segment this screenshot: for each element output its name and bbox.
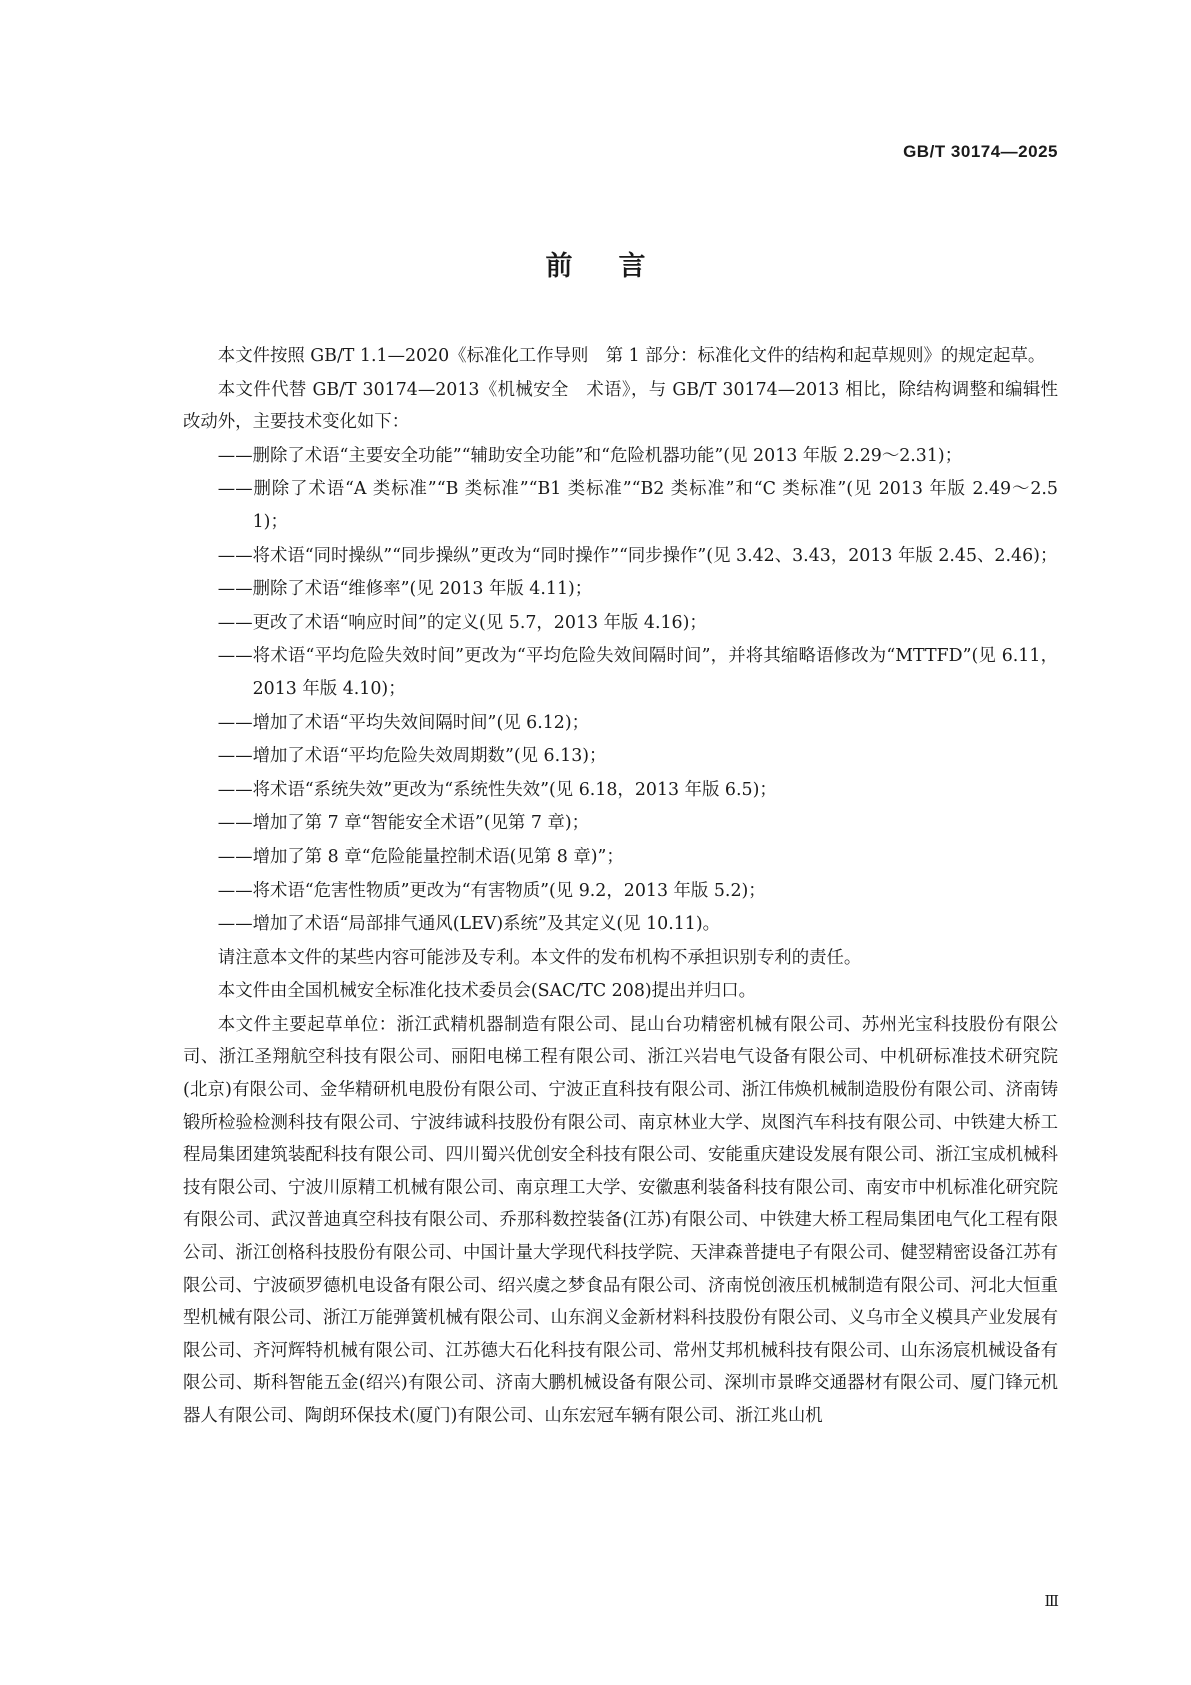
change-item: ——增加了术语“局部排气通风(LEV)系统”及其定义(见 10.11)。 bbox=[217, 914, 721, 935]
change-item: ——增加了第 7 章“智能安全术语”(见第 7 章)； bbox=[217, 813, 590, 834]
paragraph-drafting-rules: 本文件按照 GB/T 1.1—2020《标准化工作导则 第 1 部分：标准化文件的结构和起草规则》的规定起草。 bbox=[217, 346, 1046, 366]
change-item: ——增加了术语“平均危险失效周期数”(见 6.13)； bbox=[217, 746, 607, 767]
page-title: 前言 bbox=[545, 251, 692, 282]
change-item: ——增加了术语“平均失效间隔时间”(见 6.12)； bbox=[217, 712, 590, 733]
paragraph-drafting-units: 本文件主要起草单位：浙江武精机器制造有限公司、昆山台功精密机械有限公司、苏州光宝科技股份有限公司、浙江圣翔航空科技有限公司、丽阳电梯工程有限公司、浙江兴岩电气设备有限公司、中机研标准技术研究院(北京)有限公司、金华精研机电股份有限公司、宁波正直科技有限公司、浙江伟焕机械制造股份有限公司、济南铸锻所检验检测科技有限公司、宁波纬诚科技股份有限公司、南京林业大学、岚图汽车科技有限公司、中铁建大桥工程局集团建筑装配科技有限公司、四川蜀兴优创安全科技有限公司、安能重庆建设发展有限公司、浙江宝成机械科技有限公司、宁波川原精工机械有限公司、南京理工大学、安徽惠利装备科技有限公司、南安市中机标准化研究院有限公司、武汉普迪真空科技有限公司、乔那科数控装备(江苏)有限公司、中铁建大桥工程局集团电气化工程有限公司、浙江创格科技股份有限公司、中国计量大学现代科技学院、天津森普捷电子有限公司、健翌精密设备江苏有限公司、宁波硕罗德机电设备有限公司、绍兴虞之梦食品有限公司、济南悦创液压机械制造有限公司、河北大恒重型机械有限公司、浙江万能弹簧机械有限公司、山东润义金新材料科技股份有限公司、义乌市全义模具产业发展有限公司、齐河辉特机械有限公司、江苏德大石化科技有限公司、常州艾邦机械科技有限公司、山东汤宸机械设备有限公司、斯科智能五金(绍兴)有限公司、济南大鹏机械设备有限公司、深圳市景晔交通器材有限公司、厦门锋元机器人有限公司、陶朗环保技术(厦门)有限公司、山东宏冠车辆有限公司、浙江兆山机 bbox=[183, 1014, 1058, 1426]
change-item: ——删除了术语“A 类标准”“B 类标准”“B1 类标准”“B2 类标准”和“C 类标准”(见 2013 年版 2.49～2.51)； bbox=[217, 479, 1058, 532]
change-item: ——将术语“危害性物质”更改为“有害物质”(见 9.2，2013 年版 5.2)； bbox=[217, 880, 766, 901]
change-item: ——增加了第 8 章“危险能量控制术语(见第 8 章)”； bbox=[217, 846, 624, 867]
change-item: ——更改了术语“响应时间”的定义(见 5.7，2013 年版 4.16)； bbox=[217, 612, 707, 633]
document-body bbox=[183, 340, 1058, 1434]
change-item: ——将术语“平均危险失效时间”更改为“平均危险失效间隔时间”，并将其缩略语修改为“MTTFD”(见 6.11，2013 年版 4.10)； bbox=[217, 646, 1058, 699]
change-item: ——删除了术语“主要安全功能”“辅助安全功能”和“危险机器功能”(见 2013 年版 2.29～2.31)； bbox=[217, 445, 963, 466]
change-item: ——将术语“同时操纵”“同步操纵”更改为“同时操作”“同步操作”(见 3.42、3.43，2013 年版 2.45、2.46)； bbox=[217, 545, 1058, 566]
standard-number: GB/T 30174—2025 bbox=[903, 142, 1058, 161]
change-item: ——将术语“系统失效”更改为“系统性失效”(见 6.18，2013 年版 6.5)； bbox=[217, 779, 777, 800]
paragraph-proposer: 本文件由全国机械安全标准化技术委员会(SAC/TC 208)提出并归口。 bbox=[217, 981, 757, 1002]
page-number: Ⅲ bbox=[1044, 1592, 1059, 1610]
change-item: ——删除了术语“维修率”(见 2013 年版 4.11)； bbox=[217, 579, 593, 600]
paragraph-patent-notice: 请注意本文件的某些内容可能涉及专利。本文件的发布机构不承担识别专利的责任。 bbox=[217, 947, 862, 968]
paragraph-replacement: 本文件代替 GB/T 30174—2013《机械安全 术语》，与 GB/T 30174—2013 相比，除结构调整和编辑性改动外，主要技术变化如下： bbox=[183, 379, 1058, 433]
